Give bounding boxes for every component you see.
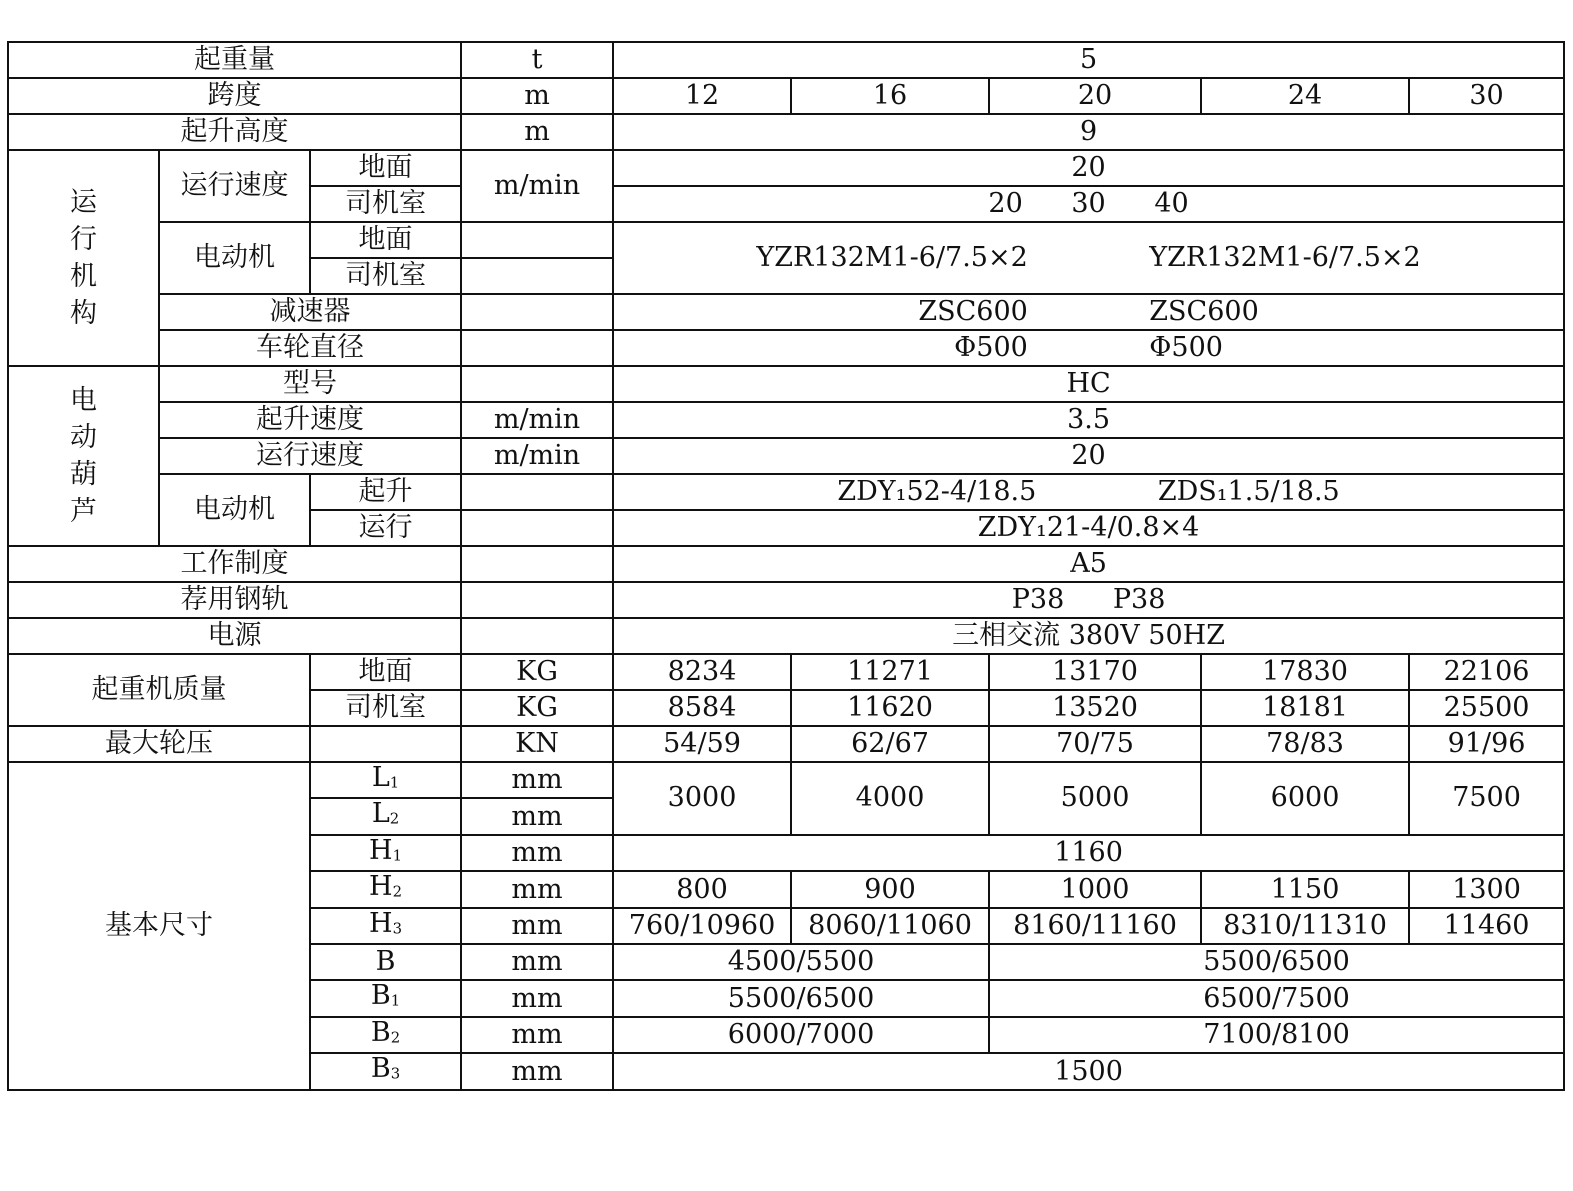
dim-H2-value-4: 1150 xyxy=(1201,871,1409,907)
dim-B-value-2: 5500/6500 xyxy=(989,944,1564,980)
dim-H3-value-1: 760/10960 xyxy=(613,908,791,944)
dim-B2-letter: B xyxy=(370,1016,391,1048)
dim-B-value-1: 4500/5500 xyxy=(613,944,989,980)
power-label: 电源 xyxy=(8,618,461,654)
span-value-2: 16 xyxy=(791,78,989,114)
travel-motor-ground-unit xyxy=(461,222,613,258)
dim-H2-value-1: 800 xyxy=(613,871,791,907)
hoist-motor-label: 电动机 xyxy=(159,474,310,546)
wheel-load-value-3: 70/75 xyxy=(989,726,1201,762)
rail-value-2: P38 xyxy=(1112,584,1166,615)
hoist-lift-speed-value: 3.5 xyxy=(613,402,1564,438)
dim-B2-symbol xyxy=(310,1017,461,1053)
travel-speed-unit: m/min xyxy=(461,150,613,222)
wheel-load-value-4: 78/83 xyxy=(1201,726,1409,762)
travel-speed-cab-values xyxy=(613,186,1564,222)
wheel-diameter-values xyxy=(613,330,1564,366)
travel-motor-cab-label: 司机室 xyxy=(310,258,461,294)
hoist-model-label: 型号 xyxy=(159,366,461,402)
travel-motor-value-2: YZR132M1-6/7.5×2 xyxy=(1149,242,1421,273)
dim-H2-value-5: 1300 xyxy=(1409,871,1564,907)
dimensions-label: 基本尺寸 xyxy=(8,762,310,1090)
dim-B3-letter: B xyxy=(370,1053,391,1085)
dim-H3-letter: H xyxy=(369,907,393,939)
wheel-diameter-value-2: Φ500 xyxy=(1149,332,1223,363)
span-value-4: 24 xyxy=(1201,78,1409,114)
hoist-group-text: 电动葫芦 xyxy=(70,385,97,527)
hoist-motor-travel-label: 运行 xyxy=(310,510,461,546)
dim-B-symbol: B xyxy=(310,944,461,980)
hoist-group-label xyxy=(8,366,159,546)
hoist-motor-lift-label: 起升 xyxy=(310,474,461,510)
duty-class-value: A5 xyxy=(613,546,1564,582)
mass-cab-value-5: 25500 xyxy=(1409,690,1564,726)
hoist-model-value: HC xyxy=(613,366,1564,402)
row-power xyxy=(8,618,1564,654)
row-wheel-diameter xyxy=(8,330,1564,366)
dim-L2-letter: L xyxy=(371,798,390,830)
wheel-diameter-unit xyxy=(461,330,613,366)
row-travel-speed-ground xyxy=(8,150,1564,186)
dim-B2-value-2: 7100/8100 xyxy=(989,1017,1564,1053)
wheel-load-blank xyxy=(310,726,461,762)
travel-speed-cab-value-1: 20 xyxy=(988,188,1023,219)
lift-height-unit: m xyxy=(461,114,613,150)
reducer-value-2: ZSC600 xyxy=(1149,296,1259,327)
mass-cab-value-1: 8584 xyxy=(613,690,791,726)
hoist-motor-lift-value-2: ZDS₁1.5/18.5 xyxy=(1157,476,1340,507)
dim-B3-value: 1500 xyxy=(613,1053,1564,1089)
lifting-capacity-unit: t xyxy=(461,42,613,78)
mass-ground-value-5: 22106 xyxy=(1409,654,1564,690)
span-value-3: 20 xyxy=(989,78,1201,114)
span-unit: m xyxy=(461,78,613,114)
hoist-motor-lift-unit xyxy=(461,474,613,510)
mass-label: 起重机质量 xyxy=(8,654,310,726)
wheel-load-unit: KN xyxy=(461,726,613,762)
travel-speed-ground-label: 地面 xyxy=(310,150,461,186)
travel-speed-cab-value-2: 30 xyxy=(1071,188,1106,219)
mass-ground-value-2: 11271 xyxy=(791,654,989,690)
dim-L2-unit: mm xyxy=(461,798,613,834)
dim-B1-symbol xyxy=(310,980,461,1016)
wheel-diameter-label: 车轮直径 xyxy=(159,330,461,366)
travel-speed-cab-value-3: 40 xyxy=(1154,188,1189,219)
dim-B3-symbol xyxy=(310,1053,461,1089)
row-dim-L1 xyxy=(8,762,1564,798)
travel-motor-value-1: YZR132M1-6/7.5×2 xyxy=(756,242,1028,273)
travel-mechanism-group-text: 运行机构 xyxy=(70,187,97,329)
mass-ground-value-1: 8234 xyxy=(613,654,791,690)
mass-cab-label: 司机室 xyxy=(310,690,461,726)
dim-L1-symbol xyxy=(310,762,461,798)
rail-label: 荐用钢轨 xyxy=(8,582,461,618)
dim-H3-value-3: 8160/11160 xyxy=(989,908,1201,944)
reducer-unit xyxy=(461,294,613,330)
mass-cab-value-3: 13520 xyxy=(989,690,1201,726)
rail-unit xyxy=(461,582,613,618)
travel-motor-ground-label: 地面 xyxy=(310,222,461,258)
hoist-travel-speed-label: 运行速度 xyxy=(159,438,461,474)
dim-H3-value-5: 11460 xyxy=(1409,908,1564,944)
dim-B1-subscript: 1 xyxy=(390,991,401,1010)
dim-B2-value-1: 6000/7000 xyxy=(613,1017,989,1053)
dim-H1-letter: H xyxy=(369,834,393,866)
hoist-travel-speed-unit: m/min xyxy=(461,438,613,474)
power-value: 三相交流 380V 50HZ xyxy=(613,618,1564,654)
travel-speed-cab-label: 司机室 xyxy=(310,186,461,222)
mass-ground-value-3: 13170 xyxy=(989,654,1201,690)
dim-H3-symbol xyxy=(310,908,461,944)
row-travel-motor-ground xyxy=(8,222,1564,258)
dim-H3-subscript: 3 xyxy=(392,919,403,938)
row-lift-height xyxy=(8,114,1564,150)
dim-L1-unit: mm xyxy=(461,762,613,798)
row-hoist-travel-speed xyxy=(8,438,1564,474)
dim-B2-unit: mm xyxy=(461,1017,613,1053)
dim-B-unit: mm xyxy=(461,944,613,980)
hoist-model-unit xyxy=(461,366,613,402)
travel-speed-ground-value: 20 xyxy=(613,150,1564,186)
travel-speed-label: 运行速度 xyxy=(159,150,310,222)
lift-height-label: 起升高度 xyxy=(8,114,461,150)
hoist-motor-travel-unit xyxy=(461,510,613,546)
row-hoist-model xyxy=(8,366,1564,402)
dim-B1-value-2: 6500/7500 xyxy=(989,980,1564,1016)
span-value-5: 30 xyxy=(1409,78,1564,114)
mass-cab-value-4: 18181 xyxy=(1201,690,1409,726)
dim-B3-unit: mm xyxy=(461,1053,613,1089)
duty-class-label: 工作制度 xyxy=(8,546,461,582)
dim-H1-symbol xyxy=(310,835,461,871)
row-wheel-load xyxy=(8,726,1564,762)
dim-H2-unit: mm xyxy=(461,871,613,907)
lift-height-value: 9 xyxy=(613,114,1564,150)
reducer-value-1: ZSC600 xyxy=(918,296,1028,327)
dim-L1-letter: L xyxy=(371,762,390,793)
wheel-diameter-value-1: Φ500 xyxy=(954,332,1028,363)
dim-H2-value-2: 900 xyxy=(791,871,989,907)
dim-L-value-1: 3000 xyxy=(613,762,791,835)
hoist-motor-lift-values xyxy=(613,474,1564,510)
mass-cab-unit: KG xyxy=(461,690,613,726)
span-label: 跨度 xyxy=(8,78,461,114)
hoist-lift-speed-label: 起升速度 xyxy=(159,402,461,438)
dim-L1-subscript: 1 xyxy=(389,773,400,792)
dim-H3-value-2: 8060/11060 xyxy=(791,908,989,944)
row-duty-class xyxy=(8,546,1564,582)
rail-values xyxy=(613,582,1564,618)
wheel-load-value-1: 54/59 xyxy=(613,726,791,762)
hoist-travel-speed-value: 20 xyxy=(613,438,1564,474)
dim-H2-subscript: 2 xyxy=(392,882,403,901)
duty-class-unit xyxy=(461,546,613,582)
row-hoist-motor-lift xyxy=(8,474,1564,510)
dim-H2-value-3: 1000 xyxy=(989,871,1201,907)
row-lifting-capacity xyxy=(8,42,1564,78)
reducer-label: 减速器 xyxy=(159,294,461,330)
crane-spec-table xyxy=(7,41,1565,1091)
span-value-1: 12 xyxy=(613,78,791,114)
lifting-capacity-label: 起重量 xyxy=(8,42,461,78)
lifting-capacity-value: 5 xyxy=(613,42,1564,78)
mass-ground-value-4: 17830 xyxy=(1201,654,1409,690)
dim-H1-subscript: 1 xyxy=(392,846,403,865)
row-hoist-lift-speed xyxy=(8,402,1564,438)
dim-L-value-4: 6000 xyxy=(1201,762,1409,835)
hoist-motor-lift-value-1: ZDY₁52-4/18.5 xyxy=(837,476,1037,507)
dim-L2-symbol xyxy=(310,798,461,834)
dim-L2-subscript: 2 xyxy=(389,809,400,828)
row-rail xyxy=(8,582,1564,618)
wheel-load-label: 最大轮压 xyxy=(8,726,310,762)
dim-H2-symbol xyxy=(310,871,461,907)
hoist-lift-speed-unit: m/min xyxy=(461,402,613,438)
travel-motor-cab-unit xyxy=(461,258,613,294)
dim-L-value-5: 7500 xyxy=(1409,762,1564,835)
row-mass-ground xyxy=(8,654,1564,690)
row-span xyxy=(8,78,1564,114)
travel-motor-values xyxy=(613,222,1564,294)
dim-B1-letter: B xyxy=(370,980,391,1012)
dim-H2-letter: H xyxy=(369,871,393,903)
dim-L-value-3: 5000 xyxy=(989,762,1201,835)
dim-H1-value: 1160 xyxy=(613,835,1564,871)
dim-H3-value-4: 8310/11310 xyxy=(1201,908,1409,944)
power-unit xyxy=(461,618,613,654)
rail-value-1: P38 xyxy=(1011,584,1065,615)
hoist-motor-travel-value: ZDY₁21-4/0.8×4 xyxy=(613,510,1564,546)
mass-ground-label: 地面 xyxy=(310,654,461,690)
travel-mechanism-group-label xyxy=(8,150,159,366)
wheel-load-value-5: 91/96 xyxy=(1409,726,1564,762)
dim-H1-unit: mm xyxy=(461,835,613,871)
wheel-load-value-2: 62/67 xyxy=(791,726,989,762)
dim-B3-subscript: 3 xyxy=(390,1064,401,1083)
dim-H3-unit: mm xyxy=(461,908,613,944)
travel-motor-label: 电动机 xyxy=(159,222,310,294)
dim-L-value-2: 4000 xyxy=(791,762,989,835)
dim-B2-subscript: 2 xyxy=(390,1028,401,1047)
mass-cab-value-2: 11620 xyxy=(791,690,989,726)
row-reducer xyxy=(8,294,1564,330)
reducer-values xyxy=(613,294,1564,330)
dim-B1-unit: mm xyxy=(461,980,613,1016)
mass-ground-unit: KG xyxy=(461,654,613,690)
dim-B1-value-1: 5500/6500 xyxy=(613,980,989,1016)
